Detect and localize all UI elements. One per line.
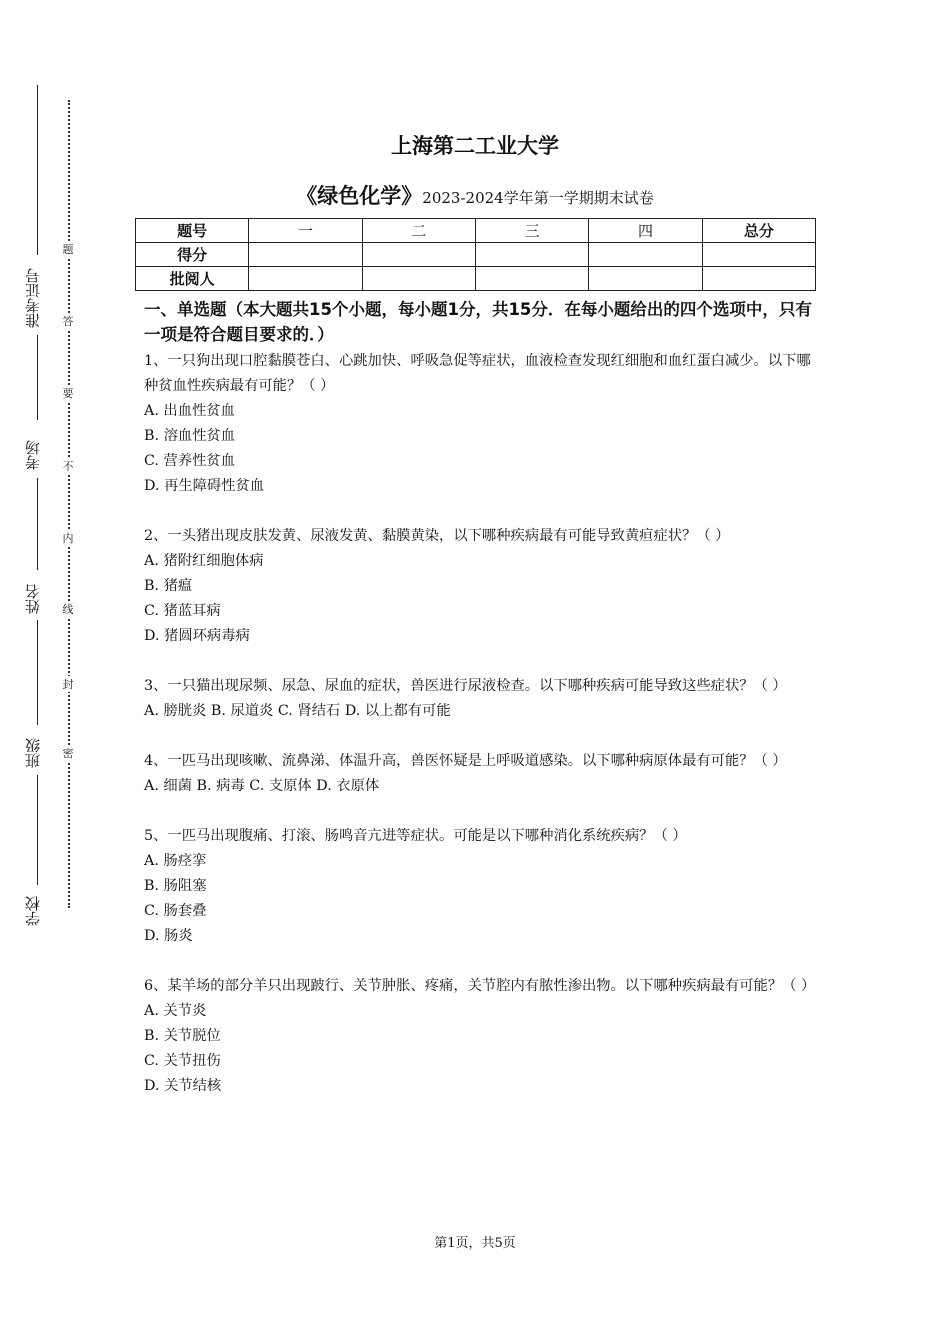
option-b: B. 关节脱位 xyxy=(144,1028,221,1044)
reviewer-cell xyxy=(249,267,362,291)
question-stem: 5、一匹马出现腹痛、打滚、肠鸣音亢进等症状。可能是以下哪种消化系统疾病？（ ） xyxy=(144,828,687,844)
field-exam-number: 准考证号 xyxy=(24,268,42,328)
margin-line xyxy=(37,620,38,725)
field-class: 班级 xyxy=(24,738,42,768)
question-stem: 3、一只猫出现尿频、尿急、尿血的症状，兽医进行尿液检查。以下哪种疾病可能导致这些症状？（ ） xyxy=(144,678,787,694)
seal-char: 题 xyxy=(62,243,74,256)
score-table-header-row xyxy=(136,219,816,243)
score-row xyxy=(136,243,816,267)
option-c: C. 关节扭伤 xyxy=(144,1053,221,1069)
seal-char: 密 xyxy=(62,747,74,760)
university-title: 上海第二工业大学 xyxy=(391,134,559,158)
score-cell xyxy=(589,243,702,267)
seal-char: 不 xyxy=(62,460,74,473)
seal-dotted-line xyxy=(68,100,70,908)
question-3 xyxy=(144,674,812,724)
exam-subtitle xyxy=(0,180,950,210)
option-a: A. 出血性贫血 xyxy=(144,403,235,419)
question-1 xyxy=(144,349,812,499)
score-cell xyxy=(362,243,475,267)
field-name: 姓名 xyxy=(24,584,42,614)
page-footer: 第1页，共5页 xyxy=(434,1236,516,1251)
reviewer-cell xyxy=(702,267,815,291)
score-col-1: 一 xyxy=(249,219,362,243)
option-b: B. 肠阻塞 xyxy=(144,878,207,894)
reviewer-cell xyxy=(362,267,475,291)
question-5 xyxy=(144,824,812,949)
reviewer-row xyxy=(136,267,816,291)
score-row-label: 得分 xyxy=(136,243,249,267)
score-col-total: 总分 xyxy=(702,219,815,243)
score-col-4: 四 xyxy=(589,219,702,243)
score-col-2: 二 xyxy=(362,219,475,243)
option-d: D. 再生障碍性贫血 xyxy=(144,478,265,494)
course-name: 《绿色化学》 xyxy=(296,184,423,208)
score-cell xyxy=(475,243,588,267)
score-cell xyxy=(702,243,815,267)
seal-char: 内 xyxy=(62,532,74,545)
exam-content xyxy=(144,297,816,1099)
question-stem: 2、一头猪出现皮肤发黄、尿液发黄、黏膜黄染，以下哪种疾病最有可能导致黄疸症状？（ ） xyxy=(144,528,730,544)
reviewer-row-label: 批阅人 xyxy=(136,267,249,291)
question-stem: 6、某羊场的部分羊只出现跛行、关节肿胀、疼痛，关节腔内有脓性渗出物。以下哪种疾病最有可能？（ ） xyxy=(144,978,816,994)
section-title: 一、单选题（本大题共15个小题，每小题1分，共15分．在每小题给出的四个选项中，只有一项是符合题目要求的．） xyxy=(144,300,812,344)
option-d: D. 关节结核 xyxy=(144,1078,222,1094)
option-a: A. 肠痉挛 xyxy=(144,853,207,869)
question-2 xyxy=(144,524,812,649)
margin-line xyxy=(37,478,38,570)
option-b: B. 猪瘟 xyxy=(144,578,193,594)
option-c: C. 肠套叠 xyxy=(144,903,207,919)
option-a: A. 关节炎 xyxy=(144,1003,207,1019)
seal-char: 封 xyxy=(62,678,74,691)
option-d: D. 肠炎 xyxy=(144,928,193,944)
margin-line xyxy=(37,335,38,420)
option-b: B. 溶血性贫血 xyxy=(144,428,236,444)
option-c: C. 营养性贫血 xyxy=(144,453,236,469)
question-6 xyxy=(144,974,816,1099)
margin-line xyxy=(37,85,38,255)
seal-char: 线 xyxy=(62,603,74,616)
score-col-3: 三 xyxy=(475,219,588,243)
score-col-label: 题号 xyxy=(136,219,249,243)
score-table xyxy=(135,218,816,291)
question-stem: 4、一匹马出现咳嗽、流鼻涕、体温升高，兽医怀疑是上呼吸道感染。以下哪种病原体最有可能？（ ） xyxy=(144,753,787,769)
options-inline: A. 细菌 B. 病毒 C. 支原体 D. 衣原体 xyxy=(144,778,380,794)
option-d: D. 猪圆环病毒病 xyxy=(144,628,250,644)
reviewer-cell xyxy=(589,267,702,291)
question-4 xyxy=(144,749,812,799)
seal-char: 要 xyxy=(62,387,74,400)
options-inline: A. 膀胱炎 B. 尿道炎 C. 肾结石 D. 以上都有可能 xyxy=(144,703,451,719)
question-stem: 1、一只狗出现口腔黏膜苍白、心跳加快、呼吸急促等症状，血液检查发现红细胞和血红蛋白减少。以下哪种贫血性疾病最有可能？（ ） xyxy=(144,353,811,394)
seal-char: 答 xyxy=(62,315,74,328)
score-cell xyxy=(249,243,362,267)
field-exam-room: 考场 xyxy=(24,440,42,470)
field-school: 学校 xyxy=(24,896,42,926)
option-c: C. 猪蓝耳病 xyxy=(144,603,221,619)
margin-line xyxy=(37,775,38,885)
reviewer-cell xyxy=(475,267,588,291)
exam-term: 2023-2024学年第一学期期末试卷 xyxy=(422,189,654,207)
option-a: A. 猪附红细胞体病 xyxy=(144,553,264,569)
